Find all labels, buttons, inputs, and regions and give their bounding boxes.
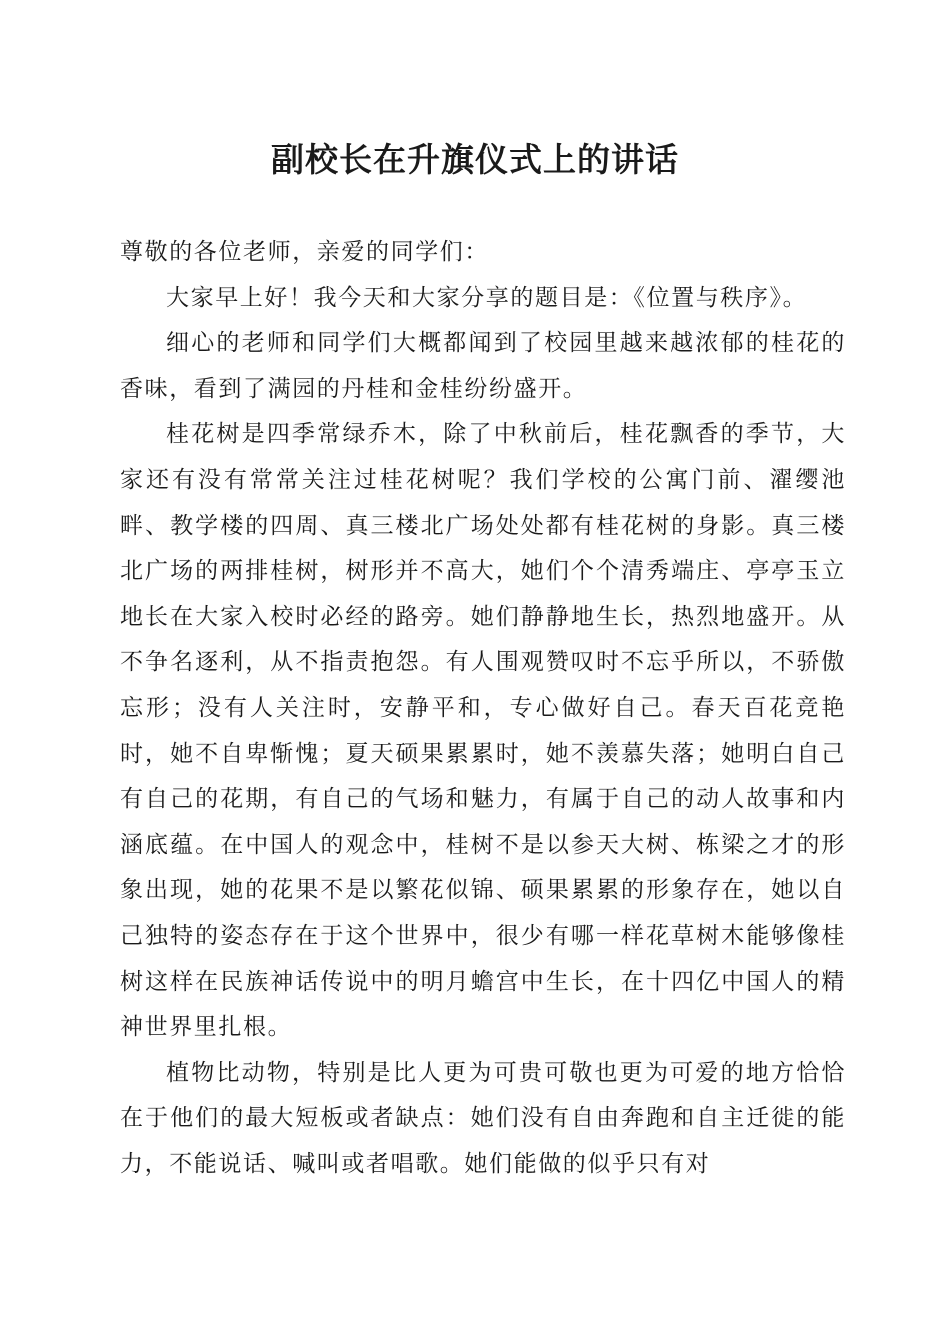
paragraph-osmanthus-fragrance: 细心的老师和同学们大概都闻到了校园里越来越浓郁的桂花的香味，看到了满园的丹桂和金桂纷纷盛开。 — [120, 330, 846, 402]
paragraph-osmanthus-tree: 桂花树是四季常绿乔木，除了中秋前后，桂花飘香的季节，大家还有没有常常关注过桂花树呢？我们学校的公寓门前、濯缨池畔、教学楼的四周、真三楼北广场处处都有桂花树的身影。真三楼北广场的两排桂树，树形并不高大，她们个个清秀端庄、亭亭玉立地长在大家入校时必经的路旁。她们静静地生长，热烈地盛开。从不争名逐利，从不指责抱怨。有人围观赞叹时不忘乎所以，不骄傲忘形；没有人关注时，安静平和，专心做好自己。春天百花竞艳时，她不自卑惭愧；夏天硕果累累时，她不羡慕失落；她明白自己有自己的花期，有自己的气场和魅力，有属于自己的动人故事和内涵底蕴。在中国人的观念中，桂树不是以参天大树、栋梁之才的形象出现，她的花果不是以繁花似锦、硕果累累的形象存在，她以自己独特的姿态存在于这个世界中，很少有哪一样花草树木能够像桂树这样在民族神话传说中的明月蟾宫中生长，在十四亿中国人的精神世界里扎根。 — [120, 421, 846, 1041]
salutation: 尊敬的各位老师，亲爱的同学们： — [120, 239, 489, 265]
paragraph-plants-vs-animals: 植物比动物，特别是比人更为可贵可敬也更为可爱的地方恰恰在于他们的最大短板或者缺点：她们没有自由奔跑和自主迁徙的能力，不能说话、喊叫或者唱歌。她们能做的似乎只有对 — [120, 1059, 846, 1177]
paragraph-greeting: 大家早上好！我今天和大家分享的题目是：《位置与秩序》。 — [166, 284, 808, 311]
document-title: 副校长在升旗仪式上的讲话 — [271, 140, 679, 179]
document-body — [120, 230, 846, 1187]
